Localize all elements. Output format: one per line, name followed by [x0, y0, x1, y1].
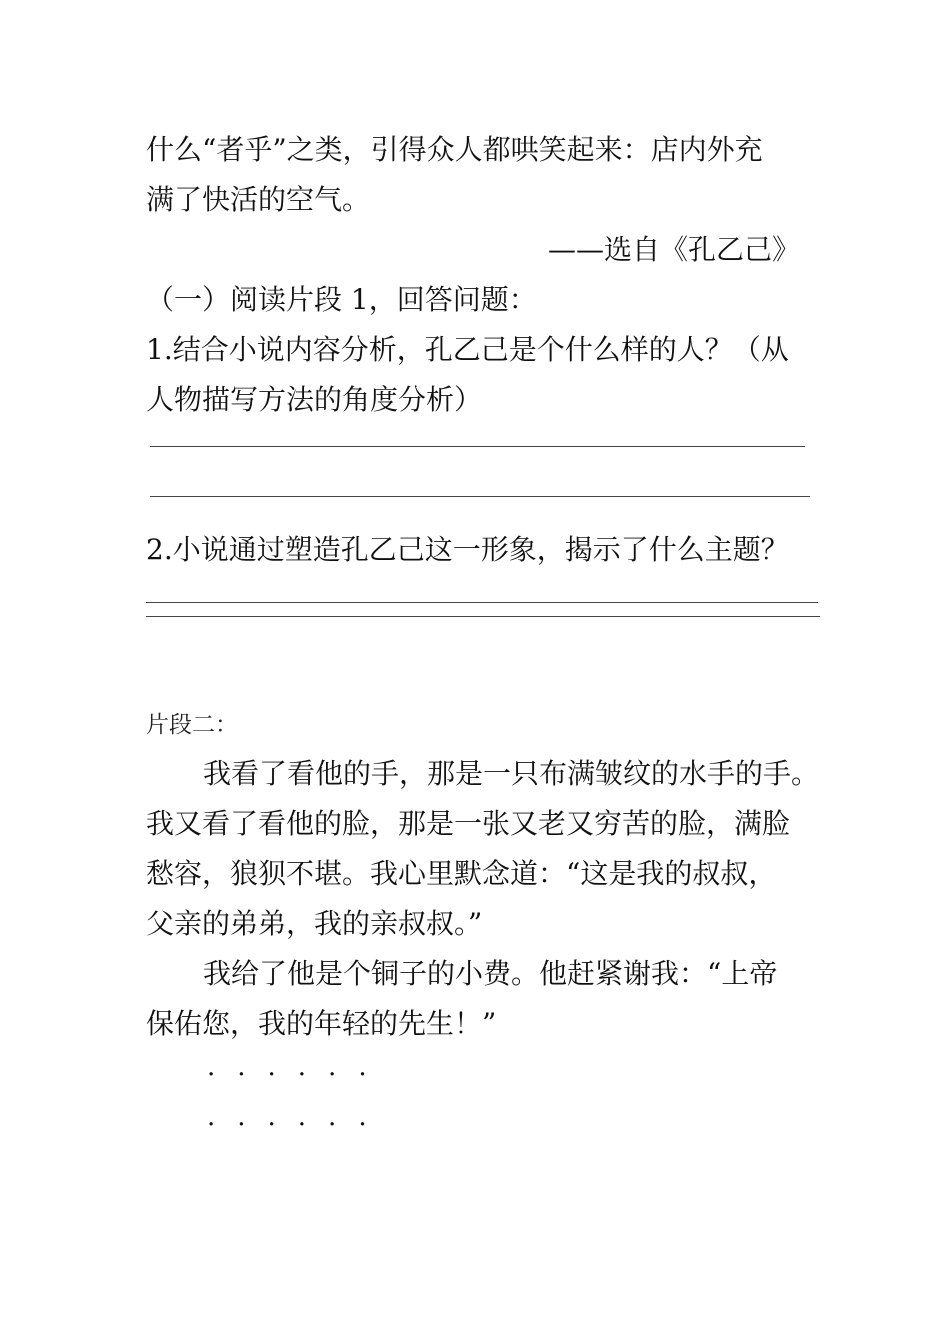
question-2: 2.小说通过塑造孔乙己这一形象，揭示了什么主题？	[146, 533, 789, 566]
answer-line-1	[150, 446, 805, 447]
ellipsis-2: ......	[207, 1102, 389, 1132]
passage1-line-2: 满了快活的空气。	[146, 183, 371, 216]
section1-heading: （一）阅读片段 1，回答问题：	[146, 283, 537, 316]
question-1-line-2: 人物描写方法的角度分析）	[146, 383, 483, 416]
question-1-line-1: 1.结合小说内容分析，孔乙己是个什么样的人？（从	[146, 333, 789, 366]
ellipsis-1: ......	[207, 1052, 389, 1082]
answer-line-3	[146, 602, 818, 603]
answer-line-2	[150, 496, 810, 497]
passage2-label: 片段二：	[146, 712, 238, 738]
passage2-p1-line-4: 父亲的弟弟，我的亲叔叔。”	[146, 907, 483, 940]
passage1-source: ——选自《孔乙己》	[548, 233, 801, 266]
passage2-p1-line-1: 我看了看他的手，那是一只布满皱纹的水手的手。	[203, 757, 820, 790]
passage2-p2-line-1: 我给了他是个铜子的小费。他赶紧谢我：“上帝	[203, 957, 778, 990]
passage2-p1-line-3: 愁容，狼狈不堪。我心里默念道：“这是我的叔叔，	[146, 857, 777, 890]
passage2-p2-line-2: 保佑您，我的年轻的先生！”	[146, 1007, 497, 1040]
passage2-p1-line-2: 我又看了看他的脸，那是一张又老又穷苦的脸，满脸	[146, 807, 791, 840]
answer-line-4	[146, 616, 820, 617]
passage1-line-1: 什么“者乎”之类，引得众人都哄笑起来：店内外充	[146, 133, 763, 166]
